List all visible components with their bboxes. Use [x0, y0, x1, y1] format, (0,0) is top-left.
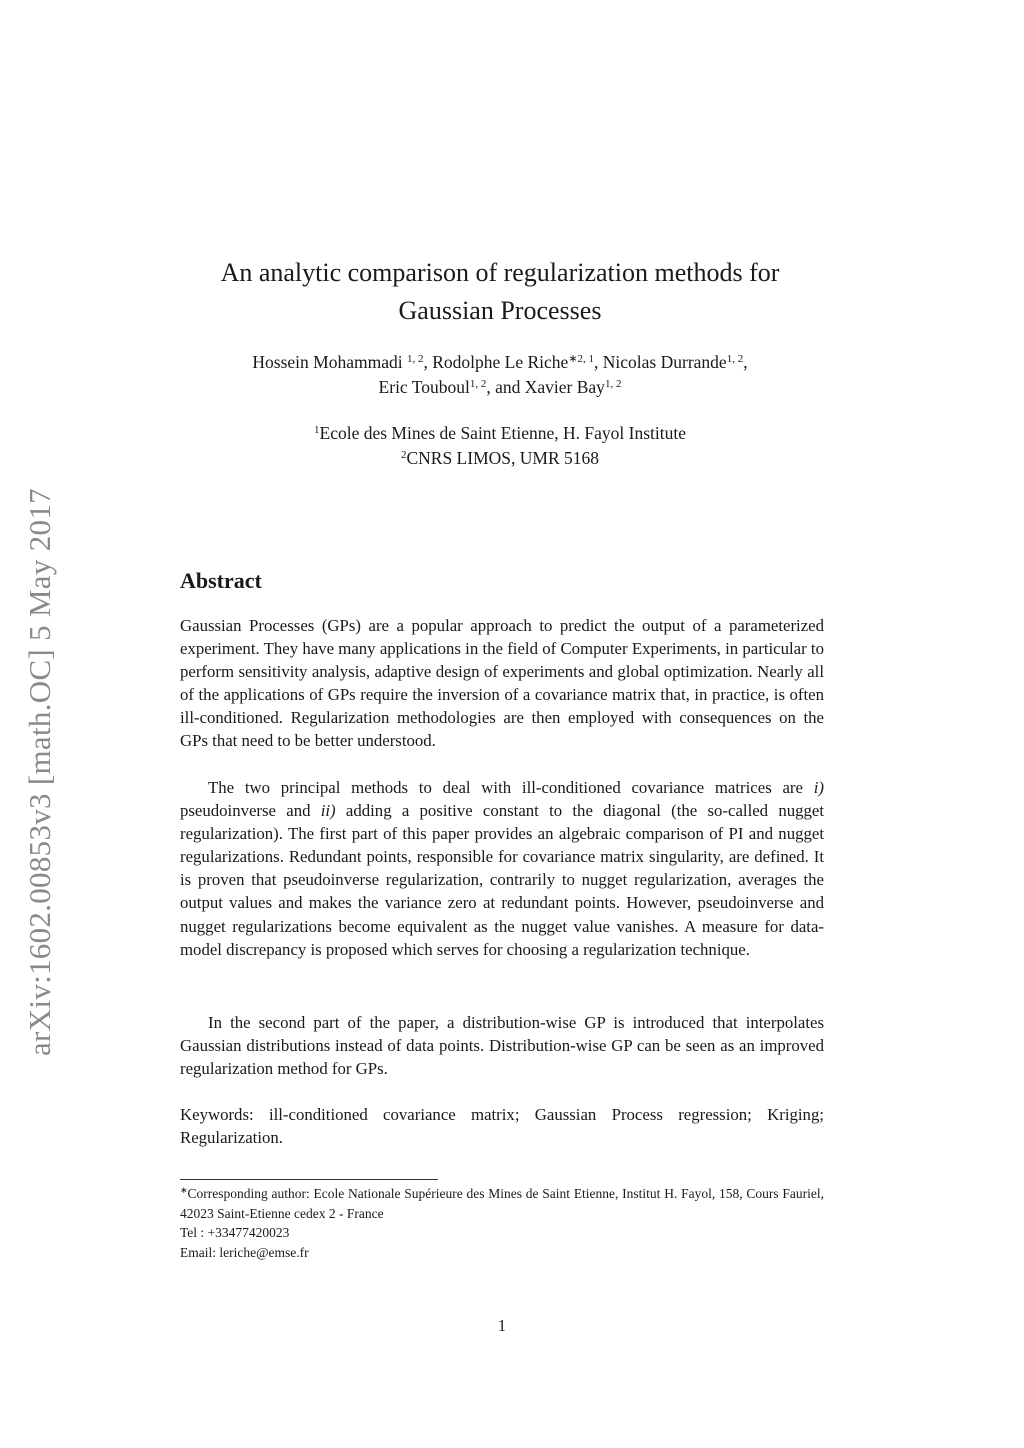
- author-affil-sup: 1, 2: [726, 353, 744, 365]
- footnote-text: Corresponding author: Ecole Nationale Supérieure des Mines de Saint Etienne, Institut H. Fayol, 158, Cours Fauriel, 42023 Saint-Etienne cedex 2 - France: [180, 1186, 824, 1221]
- footnote-marker: ∗: [180, 1185, 188, 1195]
- author-list: [150, 350, 850, 400]
- title-line-2: Gaussian Processes: [398, 296, 602, 325]
- affiliation-2: [150, 446, 850, 471]
- keywords: Keywords: ill-conditioned covariance matrix; Gaussian Process regression; Kriging; Regularization.: [180, 1105, 824, 1148]
- affiliation-text: Ecole des Mines de Saint Etienne, H. Fayol Institute: [319, 423, 686, 443]
- emphasis: ii): [320, 801, 336, 821]
- abstract-heading: Abstract: [180, 568, 262, 593]
- footnote: [180, 1184, 824, 1262]
- affiliation-text: CNRS LIMOS, UMR 5168: [406, 448, 600, 468]
- affiliations: [150, 421, 850, 471]
- text-run: pseudoinverse and: [180, 801, 321, 821]
- author-name: Hossein Mohammadi: [252, 352, 403, 372]
- authors-line-1: Hossein Mohammadi $^{1, 2}$, Rodolphe Le Riche$^{∗2, 1}$, Nicolas Durrande$^{1, 2}$,: [252, 352, 748, 372]
- footnote-tel: Tel : +33477420023: [180, 1225, 290, 1240]
- footnote-email: Email: leriche@emse.fr: [180, 1244, 309, 1260]
- text-run: adding a positive constant to the diagonal (the so-called nugget regularization). The first part of this paper provides an algebraic comparison of PI and nugget regularizations. Redundant points, responsible for covariance matrix singularity, are defined. It is proven that pseudoinverse regularization, contrarily to nugget regularization, averages the output values and makes the variance zero at redundant points. However, pseudoinverse and nugget regularizations become equivalent as the nugget value vanishes. A measure for data-model discrepancy is proposed which serves for choosing a regularization technique.: [180, 801, 824, 959]
- author-name: Nicolas Durrande: [602, 352, 727, 372]
- author-name: Rodolphe Le Riche: [432, 352, 569, 372]
- paper-title: [150, 254, 850, 330]
- abstract-paragraph-2: [180, 776, 824, 961]
- author-affil-sup: 1, 2: [469, 378, 487, 390]
- title-line-1: An analytic comparison of regularization methods for: [220, 258, 780, 287]
- footnote-rule: [180, 1179, 438, 1180]
- page-number: 1: [497, 1316, 507, 1335]
- author-affil-sup: ∗2, 1: [568, 353, 595, 365]
- emphasis: i): [813, 778, 824, 797]
- author-name: Xavier Bay: [524, 377, 605, 397]
- affiliation-sup: 1: [314, 424, 320, 436]
- author-conjunction: and: [495, 377, 521, 397]
- abstract-paragraph-3: In the second part of the paper, a distribution-wise GP is introduced that interpolates Gaussian distributions instead of data points. Distribution-wise GP can be seen as an improved regularization method for GPs.: [180, 1013, 824, 1079]
- author-affil-sup: 1, 2: [604, 378, 622, 390]
- author-affil-sup: 1, 2: [406, 353, 424, 365]
- affiliation-1: [150, 421, 850, 446]
- abstract-paragraph-1: Gaussian Processes (GPs) are a popular approach to predict the output of a parameterized experiment. They have many applications in the field of Computer Experiments, in particular to perform sensitivity analysis, adaptive design of experiments and global optimization. Nearly all of the applications of GPs require the inversion of a covariance matrix that, in practice, is often ill-conditioned. Regularization methodologies are then employed with consequences on the GPs that need to be better understood.: [180, 616, 824, 751]
- text-run: The two principal methods to deal with ill-conditioned covariance matrices are: [208, 778, 814, 797]
- authors-line-2: Eric Touboul$^{1, 2}$, and Xavier Bay$^{1, 2}$: [378, 377, 622, 397]
- affiliation-sup: 2: [400, 449, 407, 461]
- author-name: Eric Touboul: [378, 377, 470, 397]
- arxiv-identifier: arXiv:1602.00853v3 [math.OC] 5 May 2017: [22, 488, 57, 1056]
- footnote-corresponding: [180, 1184, 824, 1223]
